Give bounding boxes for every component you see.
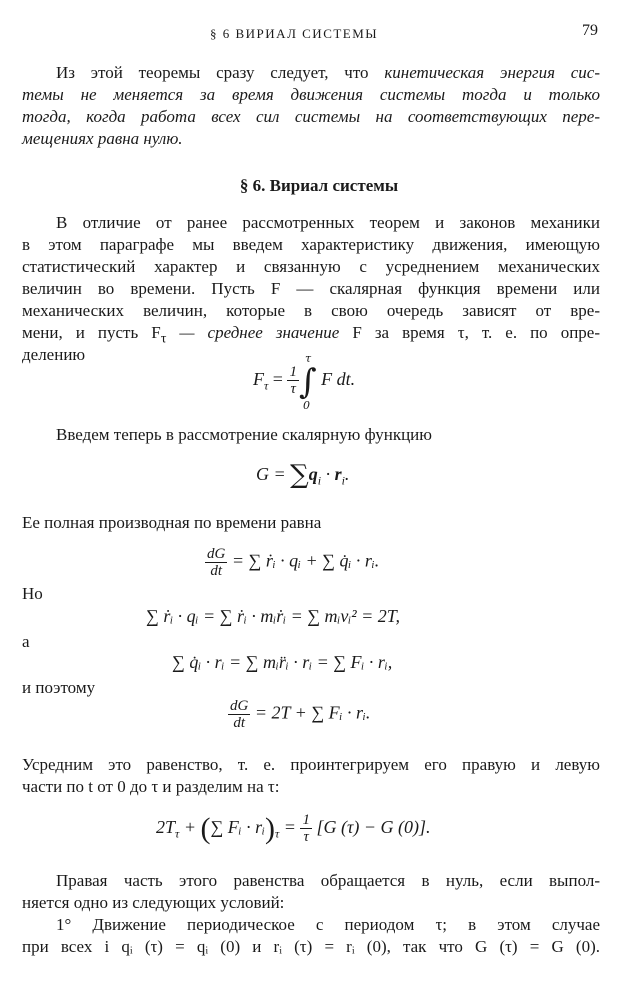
f7-inner: ∑ Fᵢ · rᵢ bbox=[210, 817, 265, 837]
f6-num: dG bbox=[230, 698, 249, 714]
integral-sign: ∫ τ 0 bbox=[298, 352, 317, 412]
f7-rhs: [G (τ) − G (0)]. bbox=[311, 817, 431, 837]
f7-fraction bbox=[300, 812, 312, 845]
p1-line-6b: — среднее значение bbox=[166, 323, 353, 342]
section-title: § 6. Вириал системы bbox=[239, 176, 399, 195]
f3-den: dt bbox=[210, 563, 222, 579]
f7-sub: τ bbox=[175, 826, 180, 841]
p1-line-6a: мени, и пусть F bbox=[22, 323, 161, 342]
f7-den: τ bbox=[303, 829, 309, 846]
f2-q: q bbox=[308, 464, 318, 484]
label-and: а bbox=[22, 632, 30, 651]
f2-lhs: G = bbox=[256, 464, 291, 484]
f7-outer-sub: τ bbox=[275, 826, 280, 841]
p1-line-7: делению bbox=[22, 345, 86, 364]
f1-eq: = bbox=[268, 369, 288, 389]
p4-line-1: Усредним это равенство, т. е. проинтегрируем его правую и левую bbox=[22, 755, 600, 774]
paragraph-1 bbox=[22, 212, 600, 366]
sum-sign: ∑ bbox=[290, 460, 309, 490]
formula-forces: ∑ q̇ᵢ · rᵢ = ∑ mᵢr̈ᵢ · rᵢ = ∑ Fᵢ · rᵢ, bbox=[172, 652, 393, 672]
right-paren: ) bbox=[265, 812, 275, 845]
intro-paragraph bbox=[22, 62, 600, 150]
f1-num: 1 bbox=[289, 364, 297, 381]
f2-dot: · bbox=[321, 464, 335, 484]
formula-derivative bbox=[205, 546, 379, 579]
f6-den: dt bbox=[233, 715, 245, 731]
f2-end: . bbox=[344, 464, 350, 484]
formula-average bbox=[253, 352, 356, 412]
p2-line-1: Введем теперь в рассмотрение скалярную функцию bbox=[56, 425, 432, 444]
p1-line-1: В отличие от ранее рассмотренных теорем и законов механики bbox=[56, 213, 600, 232]
intro-line-2: темы не меняется за время движения системы тогда и только bbox=[22, 85, 600, 104]
formula-averaged bbox=[156, 812, 431, 846]
p1-line-3: статистический характер и связанную с усреднением механических bbox=[22, 257, 600, 276]
f6-fraction bbox=[228, 698, 250, 731]
p1-line-6c: F за время τ, т. е. по опре- bbox=[352, 323, 600, 342]
p5-line-1: Правая часть этого равенства обращается в нуль, если выпол- bbox=[56, 871, 600, 890]
p4-line-2: части по t от 0 до τ и разделим на τ: bbox=[22, 777, 280, 796]
intro-line-1-italic: кинетическая энергия сис- bbox=[384, 63, 600, 82]
f1-fraction bbox=[287, 364, 299, 397]
intro-line-1 bbox=[22, 62, 600, 84]
page-number: 79 bbox=[582, 22, 598, 39]
p5-line-2: няется одно из следующих условий: bbox=[22, 893, 285, 912]
f1-den: τ bbox=[290, 381, 296, 398]
f2-sub-i: i bbox=[317, 473, 322, 488]
intro-line-1-plain: Из этой теоремы сразу следует, что bbox=[56, 63, 385, 82]
p3-line-1: Ее полная производная по времени равна bbox=[22, 513, 322, 532]
p5-line-4: при всех i qᵢ (τ) = qᵢ (0) и rᵢ (τ) = rᵢ (0), так что G (τ) = G (0). bbox=[22, 937, 600, 956]
f1-lhs: F bbox=[253, 369, 264, 389]
f7-eq: = bbox=[279, 817, 301, 837]
label-therefore: и поэтому bbox=[22, 678, 96, 697]
p1-line-6 bbox=[22, 322, 600, 347]
f2-sub-i-2: i bbox=[341, 473, 345, 488]
formula-g bbox=[256, 460, 349, 490]
intro-line-4: мещениях равна нулю. bbox=[22, 129, 183, 148]
f2-r: r bbox=[334, 464, 342, 484]
f1-integrand: F dt. bbox=[321, 369, 356, 389]
p1-line-6-sub: τ bbox=[160, 330, 167, 347]
f3-fraction bbox=[205, 546, 227, 579]
f1-lower-limit: 0 bbox=[302, 399, 310, 412]
f3-num: dG bbox=[207, 546, 226, 562]
paragraph-5 bbox=[22, 870, 600, 958]
f1-sub: τ bbox=[264, 378, 269, 393]
paragraph-2 bbox=[22, 424, 600, 446]
page-header bbox=[0, 22, 638, 46]
paragraph-4 bbox=[22, 754, 600, 798]
f6-rhs: = 2T + ∑ Fᵢ · rᵢ. bbox=[254, 702, 371, 723]
f7-num: 1 bbox=[302, 812, 310, 829]
left-paren: ( bbox=[200, 812, 211, 845]
formula-kinetic: ∑ ṙᵢ · qᵢ = ∑ ṙᵢ · mᵢṙᵢ = ∑ mᵢvᵢ² = 2T, bbox=[146, 606, 400, 626]
f1-upper-limit: τ bbox=[304, 352, 312, 365]
running-head: § 6 ВИРИАЛ СИСТЕМЫ bbox=[210, 26, 379, 41]
intro-line-3: тогда, когда работа всех сил системы на соответствующих пере- bbox=[22, 107, 600, 126]
p1-line-4: величин во времени. Пусть F — скалярная функция времени или bbox=[22, 279, 600, 298]
label-but: Но bbox=[22, 584, 43, 603]
f3-rhs: = ∑ ṙᵢ · qᵢ + ∑ q̇ᵢ · rᵢ. bbox=[231, 550, 380, 571]
p5-line-3: 1° Движение периодическое с периодом τ; в этом случае bbox=[56, 915, 600, 934]
f7-plus: + bbox=[179, 817, 201, 837]
p1-line-2: в этом параграфе мы введем характеристику движения, имеющую bbox=[22, 235, 600, 254]
formula-result bbox=[228, 698, 370, 731]
p1-line-5: механических величин, которые в свою очередь зависят от вре- bbox=[22, 301, 600, 320]
paragraph-3 bbox=[22, 512, 600, 534]
f7-lhs: 2T bbox=[156, 817, 176, 837]
